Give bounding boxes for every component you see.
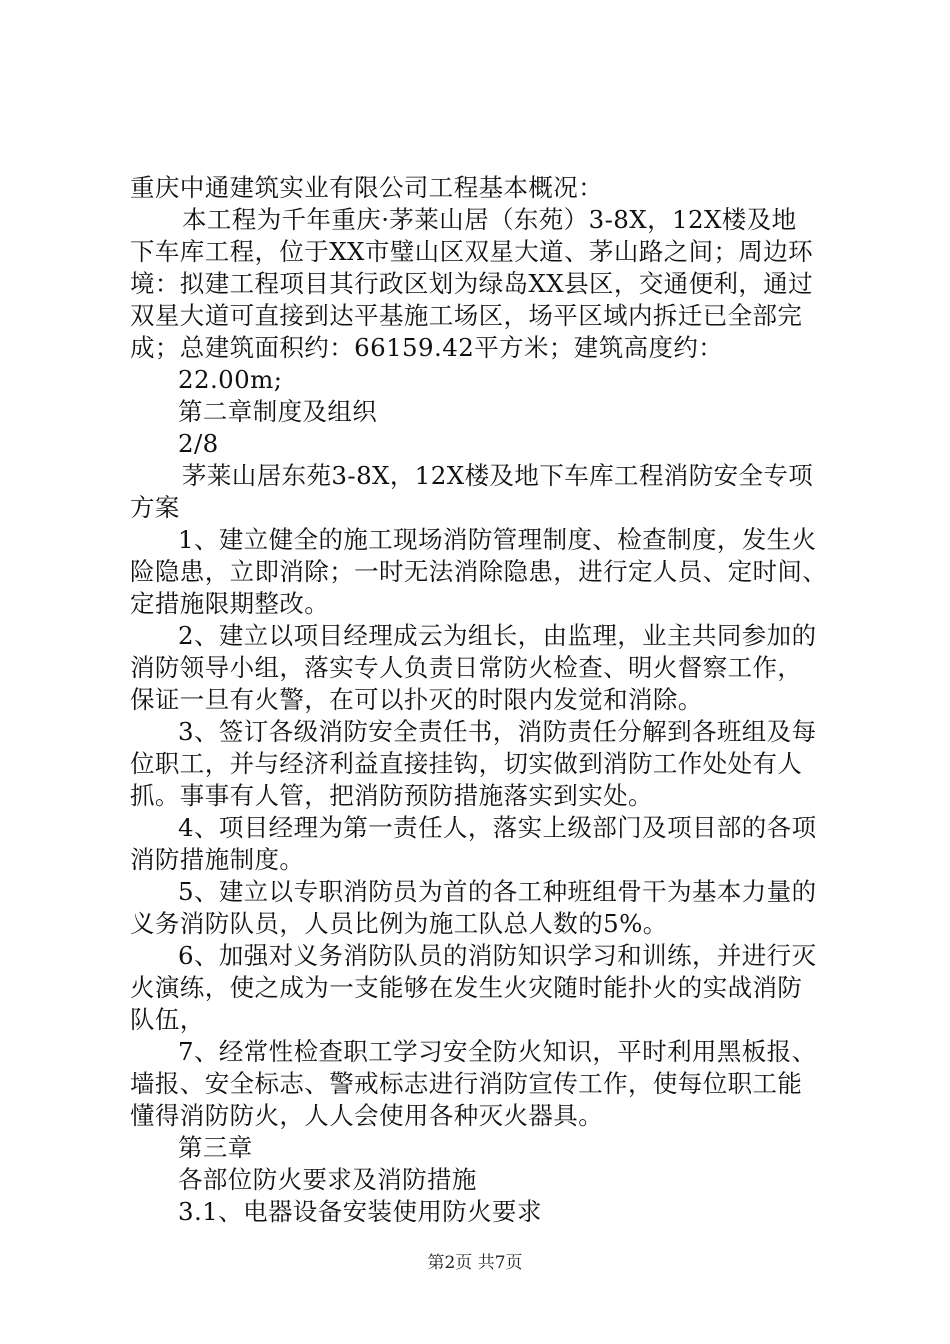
- list-item: 定措施限期整改。: [130, 589, 330, 618]
- list-item: 险隐患，立即消除；一时无法消除隐患，进行定人员、定时间、: [130, 557, 828, 586]
- list-item: 义务消防队员，人员比例为施工队总人数的5%。: [130, 909, 668, 938]
- list-item: 火演练，使之成为一支能够在发生火灾随时能扑火的实战消防: [130, 973, 803, 1002]
- list-item: 消防措施制度。: [130, 845, 305, 874]
- paragraph-line: 本工程为千年重庆·茅莱山居（东苑）3-8X，12X楼及地: [182, 205, 797, 234]
- list-item: 保证一旦有火警，在可以扑灭的时限内发觉和消除。: [130, 685, 703, 714]
- list-item: 4、项目经理为第一责任人，落实上级部门及项目部的各项: [178, 813, 817, 842]
- list-item: 3、签订各级消防安全责任书，消防责任分解到各班组及每: [178, 717, 817, 746]
- subsection-title: 3.1、电器设备安装使用防火要求: [178, 1197, 542, 1226]
- paragraph-line: 成；总建筑面积约：66159.42平方米；建筑高度约：: [130, 333, 724, 362]
- paragraph-line: 下车库工程，位于XX市璧山区双星大道、茅山路之间；周边环: [130, 237, 814, 266]
- list-item: 抓。事事有人管，把消防预防措施落实到实处。: [130, 781, 653, 810]
- page-marker: 2/8: [178, 429, 219, 458]
- plan-title: 茅莱山居东苑3-8X，12X楼及地下车库工程消防安全专项: [182, 461, 814, 490]
- list-item: 2、建立以项目经理成云为组长，由监理，业主共同参加的: [178, 621, 817, 650]
- document-body: [130, 172, 830, 1228]
- paragraph-line: 双星大道可直接到达平基施工场区，场平区域内拆迁已全部完: [130, 301, 803, 330]
- paragraph-line: 22.00m;: [178, 365, 283, 394]
- document-heading: 重庆中通建筑实业有限公司工程基本概况：: [130, 173, 604, 202]
- list-item: 懂得消防防火，人人会使用各种灭火器具。: [130, 1101, 604, 1130]
- list-item: 6、加强对义务消防队员的消防知识学习和训练，并进行灭: [178, 941, 817, 970]
- list-item: 5、建立以专职消防员为首的各工种班组骨干为基本力量的: [178, 877, 817, 906]
- plan-title: 方案: [130, 493, 180, 522]
- chapter-title: 第三章: [178, 1133, 253, 1162]
- paragraph-line: 境：拟建工程项目其行政区划为绿岛XX县区，交通便利，通过: [130, 269, 814, 298]
- list-item: 1、建立健全的施工现场消防管理制度、检查制度，发生火: [178, 525, 817, 554]
- list-item: 消防领导小组，落实专人负责日常防火检查、明火督察工作，: [130, 653, 803, 682]
- section-title: 各部位防火要求及消防措施: [178, 1165, 477, 1194]
- list-item: 位职工，并与经济利益直接挂钩，切实做到消防工作处处有人: [130, 749, 803, 778]
- chapter-title: 第二章制度及组织: [178, 397, 378, 426]
- page-footer: 第2页 共7页: [427, 1253, 523, 1273]
- list-item: 7、经常性检查职工学习安全防火知识，平时利用黑板报、: [178, 1037, 817, 1066]
- list-item: 队伍，: [130, 1005, 205, 1034]
- list-item: 墙报、安全标志、警戒标志进行消防宣传工作，使每位职工能: [130, 1069, 803, 1098]
